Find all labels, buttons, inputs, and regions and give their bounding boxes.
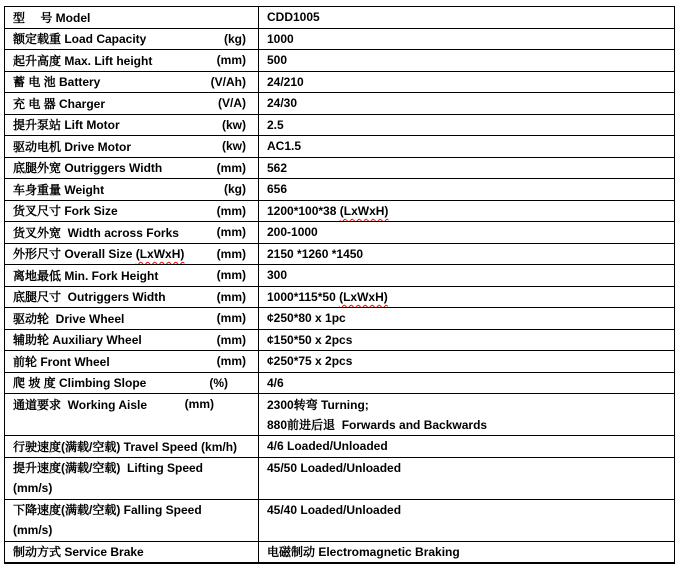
spec-label-text: 起升高度 Max. Lift height <box>13 53 153 68</box>
spec-value-text: 电磁制动 Electromagnetic Braking <box>267 545 460 560</box>
spec-label-cell <box>5 330 259 351</box>
spec-value-text: ¢250*75 x 2pcs <box>267 354 353 369</box>
spec-label-cell <box>5 158 259 179</box>
spec-value-cell <box>259 244 674 265</box>
spec-value-text: 2.5 <box>267 117 284 132</box>
spec-row <box>5 179 674 201</box>
spec-unit-label: (kg) <box>224 31 246 46</box>
spec-label-text: 爬 坡 度 Climbing Slope <box>13 376 147 391</box>
spec-value-cell <box>259 222 674 243</box>
spec-label-line2: (mm/s) <box>13 523 53 538</box>
spec-row <box>5 222 674 244</box>
spec-row <box>5 330 674 352</box>
spec-label-text: 充 电 器 Charger <box>13 96 106 111</box>
spec-value-text: 562 <box>267 160 288 175</box>
spec-unit-label: (mm) <box>216 289 246 304</box>
spec-label-cell <box>5 458 259 499</box>
spec-value-text: 500 <box>267 53 288 68</box>
spec-row <box>5 308 674 330</box>
spec-label-cell <box>5 308 259 329</box>
spec-value-text: 1000*115*50 <box>267 289 340 304</box>
spec-label-cell <box>5 287 259 308</box>
spec-value-text: 45/40 Loaded/Unloaded <box>267 502 402 517</box>
spec-value-cell <box>259 394 674 435</box>
spec-unit-label: (mm) <box>216 332 246 347</box>
spec-row <box>5 93 674 115</box>
spec-label-text: 型 号 Model <box>13 10 91 25</box>
spec-label-cell <box>5 373 259 394</box>
spec-unit-label: (mm) <box>216 203 246 218</box>
spec-unit-label: (mm) <box>184 397 214 412</box>
spec-value-cell <box>259 500 674 541</box>
spec-value-cell <box>259 373 674 394</box>
spec-value-text: AC1.5 <box>267 139 302 154</box>
spec-value-cell <box>259 542 674 563</box>
spec-label-misspell-note: (LxWxH) <box>135 246 185 261</box>
spec-row <box>5 7 674 29</box>
spec-value-cell <box>259 265 674 286</box>
spec-value-line2: 880前进后退 Forwards and Backwards <box>267 418 488 433</box>
spec-value-cell <box>259 7 674 28</box>
spec-label-cell <box>5 244 259 265</box>
spec-label-cell <box>5 136 259 157</box>
spec-label-cell <box>5 7 259 28</box>
spec-label-cell <box>5 351 259 372</box>
spec-label-cell <box>5 179 259 200</box>
spec-table-body <box>5 7 674 562</box>
spec-row <box>5 29 674 51</box>
spec-row <box>5 436 674 458</box>
spec-label-text: 货叉外宽 Width across Forks <box>13 225 179 240</box>
spec-value-cell <box>259 287 674 308</box>
spec-row <box>5 72 674 94</box>
spec-value-text: 4/6 Loaded/Unloaded <box>267 439 388 454</box>
spec-row <box>5 542 674 563</box>
spec-value-cell <box>259 458 674 499</box>
spec-label-text: 下降速度(满载/空载) Falling Speed <box>13 503 202 518</box>
spec-label-text: 辅助轮 Auxiliary Wheel <box>13 333 142 348</box>
spec-row <box>5 458 674 500</box>
spec-value-cell <box>259 158 674 179</box>
spec-value-text: 24/210 <box>267 74 304 89</box>
spec-value-cell <box>259 115 674 136</box>
spec-value-text: 2300转弯 Turning; <box>267 397 369 412</box>
spec-label-text: 蓄 电 池 Battery <box>13 75 101 90</box>
spec-label-text: 提升泵站 Lift Motor <box>13 118 120 133</box>
spec-label-text: 车身重量 Weight <box>13 182 105 197</box>
spec-unit-label: (kw) <box>222 139 246 154</box>
spec-label-line2: (mm/s) <box>13 481 53 496</box>
spec-value-text: 1000 <box>267 31 294 46</box>
spec-unit-label: (kw) <box>222 117 246 132</box>
spec-row <box>5 158 674 180</box>
spec-label-text: 驱动轮 Drive Wheel <box>13 311 125 326</box>
spec-label-cell <box>5 394 259 435</box>
spec-row <box>5 373 674 395</box>
spec-value-cell <box>259 93 674 114</box>
spec-label-text: 前轮 Front Wheel <box>13 354 110 369</box>
spec-label-cell <box>5 542 259 563</box>
spec-row <box>5 50 674 72</box>
spec-label-text: 外形尺寸 Overall Size <box>13 247 136 262</box>
spec-label-text: 额定载重 Load Capacity <box>13 32 147 47</box>
spec-unit-label: (mm) <box>216 53 246 68</box>
spec-label-text: 底腿外宽 Outriggers Width <box>13 161 163 176</box>
spec-value-text: 200-1000 <box>267 225 318 240</box>
spec-unit-label: (mm) <box>216 246 246 261</box>
spec-unit-label: (kg) <box>224 182 246 197</box>
spec-value-cell <box>259 330 674 351</box>
spec-value-cell <box>259 436 674 457</box>
spec-value-text: 45/50 Loaded/Unloaded <box>267 460 402 475</box>
spec-row <box>5 351 674 373</box>
spec-value-cell <box>259 50 674 71</box>
spec-row <box>5 500 674 542</box>
spec-value-text: 300 <box>267 268 288 283</box>
spec-unit-label: (%) <box>209 375 228 390</box>
spec-row <box>5 265 674 287</box>
spec-value-text: 2150 *1260 *1450 <box>267 246 364 261</box>
spec-label-text: 驱动电机 Drive Motor <box>13 139 132 154</box>
spec-row <box>5 287 674 309</box>
spec-value-cell <box>259 201 674 222</box>
spec-unit-label: (V/Ah) <box>210 74 246 89</box>
spec-unit-label: (mm) <box>216 160 246 175</box>
spec-label-cell <box>5 222 259 243</box>
spec-label-cell <box>5 115 259 136</box>
spec-value-text: 1200*100*38 <box>267 203 340 218</box>
spec-value-cell <box>259 72 674 93</box>
spec-label-text: 离地最低 Min. Fork Height <box>13 268 159 283</box>
spec-label-cell <box>5 50 259 71</box>
spec-value-cell <box>259 308 674 329</box>
spec-row <box>5 244 674 266</box>
spec-label-cell <box>5 93 259 114</box>
spec-unit-label: (mm) <box>216 268 246 283</box>
spec-value-misspell-note: (LxWxH) <box>339 289 388 304</box>
spec-unit-label: (V/A) <box>218 96 246 111</box>
spec-row <box>5 201 674 223</box>
spec-unit-label: (mm) <box>216 354 246 369</box>
spec-label-cell <box>5 29 259 50</box>
spec-value-cell <box>259 179 674 200</box>
spec-unit-label: (mm) <box>216 225 246 240</box>
spec-value-cell <box>259 29 674 50</box>
spec-value-misspell-note: (LxWxH) <box>339 203 389 218</box>
spec-label-text: 行驶速度(满载/空载) Travel Speed (km/h) <box>13 439 238 454</box>
spec-value-text: ¢150*50 x 2pcs <box>267 332 353 347</box>
spec-row <box>5 394 674 436</box>
product-specification-table <box>4 6 675 564</box>
spec-value-text: 656 <box>267 182 288 197</box>
spec-label-text: 货叉尺寸 Fork Size <box>13 204 118 219</box>
spec-label-text: 底腿尺寸 Outriggers Width <box>13 290 166 305</box>
spec-label-text: 提升速度(满载/空载) Lifting Speed <box>13 461 203 476</box>
spec-label-cell <box>5 201 259 222</box>
spec-label-cell <box>5 500 259 541</box>
spec-label-cell <box>5 72 259 93</box>
spec-row <box>5 136 674 158</box>
spec-value-text: 24/30 <box>267 96 298 111</box>
spec-label-text: 通道要求 Working Aisle <box>13 397 148 412</box>
spec-row <box>5 115 674 137</box>
spec-value-cell <box>259 351 674 372</box>
spec-value-text: 4/6 <box>267 375 284 390</box>
spec-label-cell <box>5 265 259 286</box>
spec-value-text: ¢250*80 x 1pc <box>267 311 346 326</box>
spec-label-cell <box>5 436 259 457</box>
spec-value-text: CDD1005 <box>267 10 320 25</box>
spec-value-cell <box>259 136 674 157</box>
spec-unit-label: (mm) <box>216 311 246 326</box>
spec-label-text: 制动方式 Service Brake <box>13 545 144 560</box>
